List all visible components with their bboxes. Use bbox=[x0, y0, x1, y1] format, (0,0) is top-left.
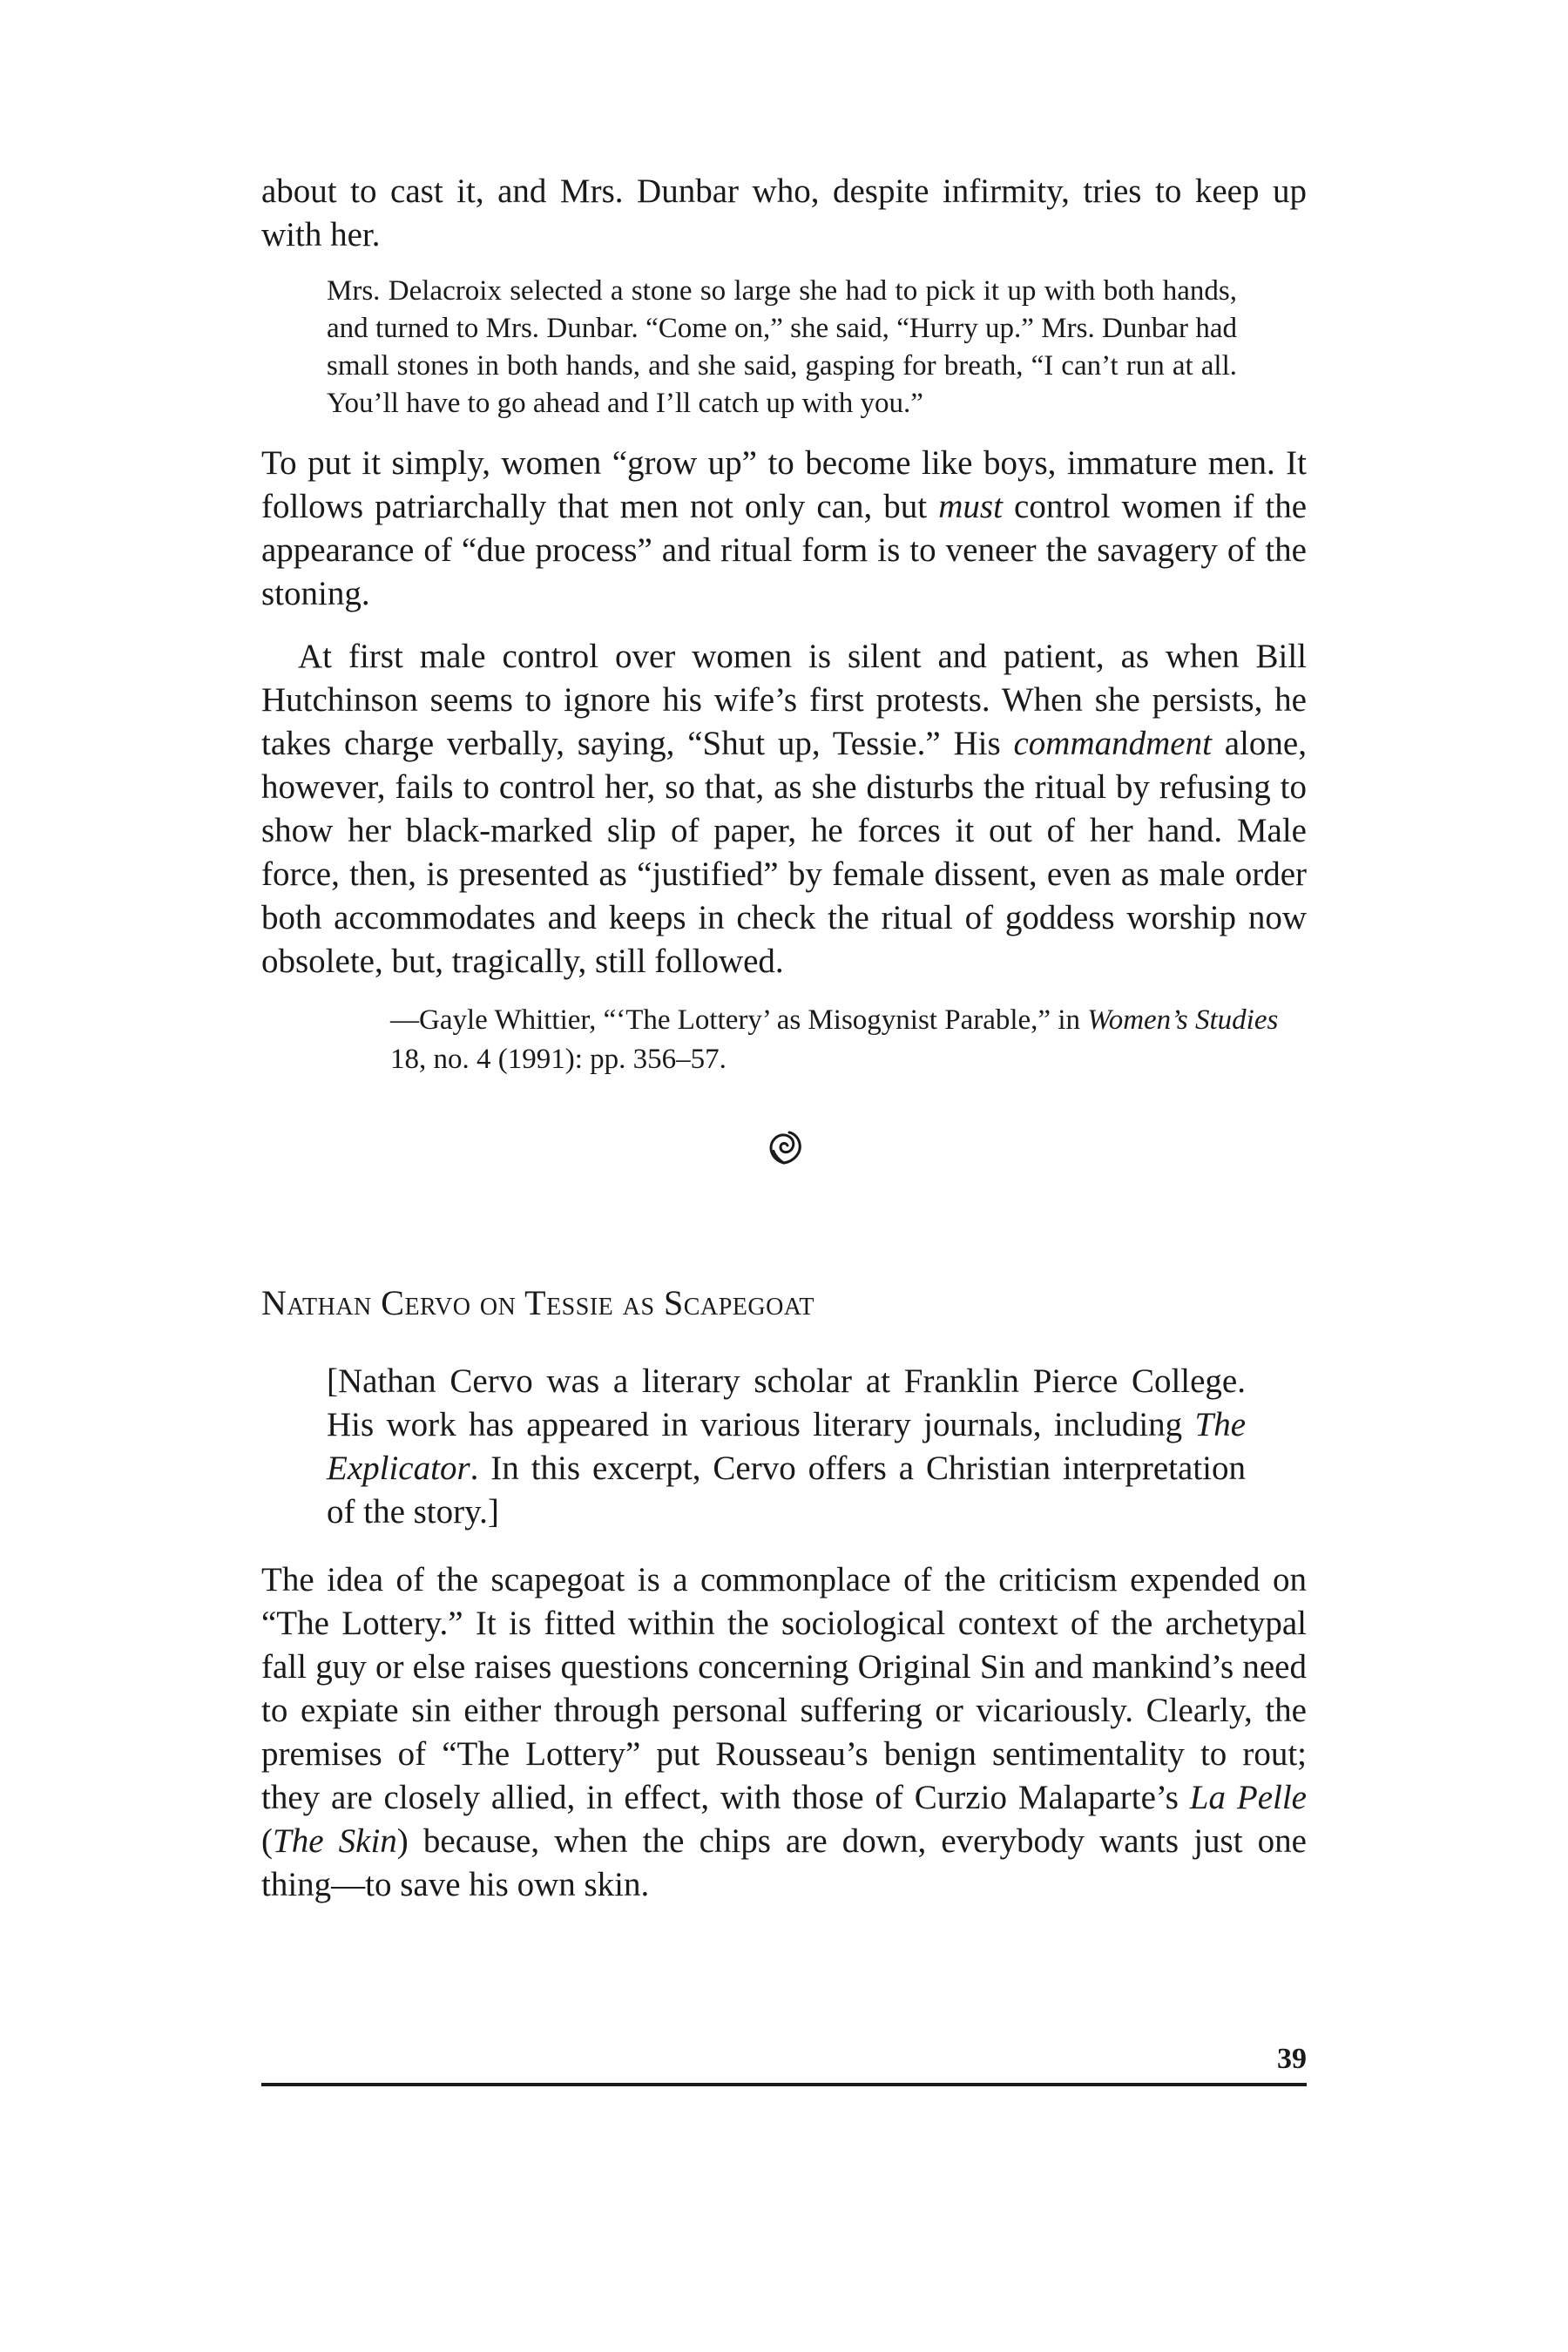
page-number: 39 bbox=[1277, 2043, 1307, 2075]
footer-rule bbox=[261, 2083, 1307, 2086]
body-paragraph-1 bbox=[261, 442, 1307, 616]
editor-note-text-a: [Nathan Cervo was a literary scholar at Franklin Pierce College. His work has appeared in various literary journals, including bbox=[327, 1362, 1246, 1443]
citation-text-b: 18, no. 4 (1991): pp. 356–57. bbox=[390, 1044, 727, 1075]
paragraph-1-emphasis: must bbox=[938, 488, 1003, 525]
body-paragraph-3 bbox=[261, 1558, 1307, 1907]
paragraph-2-emphasis: commandment bbox=[1013, 725, 1212, 762]
continuation-text: about to cast it, and Mrs. Dunbar who, despite infirmity, tries to keep up with her. bbox=[261, 172, 1307, 253]
paragraph-3-text-c: ) because, when the chips are down, everybody wants just one thing—to save his own skin. bbox=[261, 1822, 1307, 1903]
story-block-quote bbox=[327, 273, 1237, 422]
paragraph-2-text-a: At first male control over women is silent and patient, as when Bill Hutchinson seems to ignore his wife’s first protests. When she persists, he takes charge verbally, saying, “Shut up, Tessie.” His bbox=[261, 638, 1307, 762]
paragraph-3-book-title: La Pelle bbox=[1189, 1779, 1307, 1816]
paragraph-1-text-b: control women if the appearance of “due process” and ritual form is to veneer the savagery of the stoning. bbox=[261, 488, 1308, 612]
body-paragraph-2 bbox=[261, 635, 1307, 983]
paragraph-1-text-a: To put it simply, women “grow up” to become like boys, immature men. It follows patriarchally that men not only can, but bbox=[261, 444, 1307, 525]
fleuron-icon bbox=[761, 1125, 807, 1170]
editor-note-text-b: . In this excerpt, Cervo offers a Christian interpretation of the story.] bbox=[327, 1450, 1246, 1531]
section-heading: Nathan Cervo on Tessie as Scapegoat bbox=[261, 1283, 815, 1322]
section-divider bbox=[261, 1125, 1307, 1177]
continuation-paragraph bbox=[261, 170, 1307, 257]
paragraph-2-text-b: alone, however, fails to control her, so that, as she disturbs the ritual by refusing to show her black-marked slip of paper, he forces it out of her hand. Male force, then, is presented as “justified” by female dissent, even as male order both accommodates and keeps in check the ritual of goddess worship now obsolete, but, tragically, still followed. bbox=[261, 725, 1307, 980]
block-quote-text: Mrs. Delacroix selected a stone so large she had to pick it up with both hands, and turned to Mrs. Dunbar. “Come on,” she said, “Hurry up.” Mrs. Dunbar had small stones in both hands, and she said, gasping for breath, “I can’t run at all. You’ll have to go ahead and I’ll catch up with you.” bbox=[327, 275, 1237, 419]
paragraph-3-book-translation: The Skin bbox=[273, 1822, 397, 1860]
paragraph-3-text-b: ( bbox=[261, 1822, 273, 1860]
editor-note bbox=[327, 1360, 1246, 1534]
source-citation bbox=[390, 1001, 1307, 1079]
paragraph-3-text-a: The idea of the scapegoat is a commonplace of the criticism expended on “The Lottery.” It is fitted within the sociological context of the archetypal fall guy or else raises questions concerning Original Sin and mankind’s need to expiate sin either through personal suffering or vicariously. Clearly, the premises of “The Lottery” put Rousseau’s benign sentimentality to rout; they are closely allied, in effect, with those of Curzio Malaparte’s bbox=[261, 1561, 1307, 1816]
page-content bbox=[261, 170, 1307, 1907]
citation-text-a: —Gayle Whittier, “‘The Lottery’ as Misogynist Parable,” in bbox=[390, 1004, 1088, 1036]
page-footer bbox=[261, 2043, 1307, 2095]
citation-journal-title: Women’s Studies bbox=[1087, 1004, 1279, 1036]
editor-note-journal-title: The Explicator bbox=[327, 1406, 1246, 1487]
